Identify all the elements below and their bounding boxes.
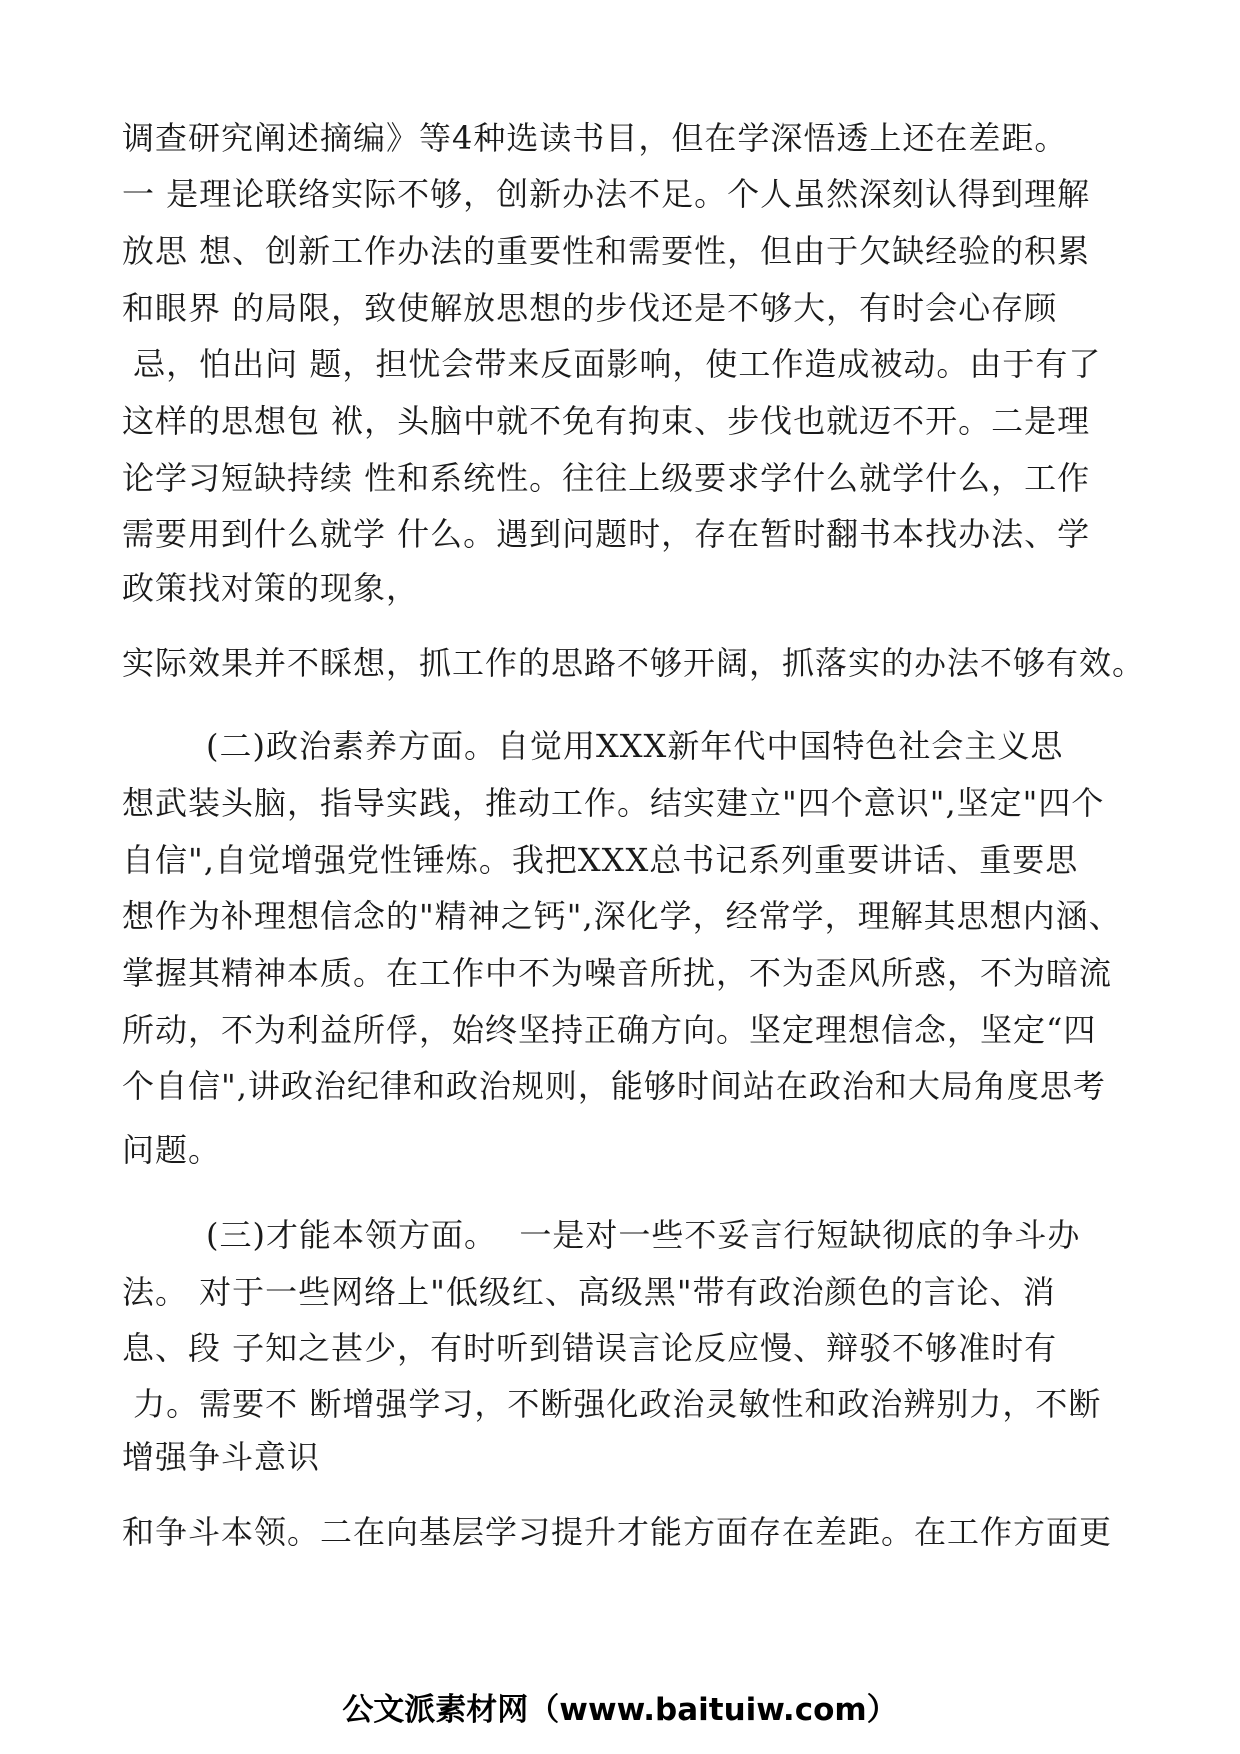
text-line: 需要用到什么就学 什么。遇到问题时，存在暂时翻书本找办法、学 — [122, 515, 1091, 553]
section-heading-line: (三)才能本领方面。 一是对一些不妥言行短缺彻底的争斗办 — [206, 1216, 1081, 1254]
text-line: 论学习短缺持续 性和系统性。往往上级要求学什么就学什么，工作 — [122, 459, 1091, 497]
text-line: 放思 想、创新工作办法的重要性和需要性，但由于欠缺经验的积累 — [122, 232, 1091, 270]
text-line: 想作为补理想信念的"精神之钙",深化学，经常学，理解其思想内涵、 — [122, 897, 1122, 935]
text-line: 调查研究阐述摘编》等4种选读书目，但在学深悟透上还在差距。 — [122, 119, 1068, 157]
text-line: 自信",自觉增强党性锤炼。我把XXX总书记系列重要讲话、重要思 — [122, 841, 1079, 879]
section-heading-line: (二)政治素养方面。自觉用XXX新年代中国特色社会主义思 — [206, 727, 1064, 765]
text-line: 掌握其精神本质。在工作中不为噪音所扰，不为歪风所惑，不为暗流 — [122, 954, 1113, 992]
text-line: 问题。 — [122, 1131, 222, 1169]
text-line: 增强争斗意识 — [122, 1438, 321, 1476]
text-line: 法。 对于一些网络上"低级红、高级黑"带有政治颜色的言论、消 — [122, 1273, 1056, 1311]
text-line: 和争斗本领。二在向基层学习提升才能方面存在差距。在工作方面更 — [122, 1513, 1113, 1551]
text-line: 忌，怕出问 题，担忧会带来反面影响，使工作造成被动。由于有了 — [122, 345, 1102, 383]
text-line: 个自信",讲政治纪律和政治规则，能够时间站在政治和大局角度思考 — [122, 1067, 1106, 1105]
text-line: 一 是理论联络实际不够，创新办法不足。个人虽然深刻认得到理解 — [122, 175, 1091, 213]
text-line: 实际效果并不睬想，抓工作的思路不够开阔，抓落实的办法不够有效。 — [122, 644, 1146, 682]
footer-watermark: 公文派素材网（www.baituiw.com） — [342, 1692, 898, 1728]
text-line: 政策找对策的现象， — [122, 569, 420, 607]
text-line: 息、段 子知之甚少，有时听到错误言论反应慢、辩驳不够准时有 — [122, 1329, 1058, 1367]
text-line: 这样的思想包 袱，头脑中就不免有拘束、步伐也就迈不开。二是理 — [122, 402, 1091, 440]
text-line: 想武装头脑，指导实践，推动工作。结实建立"四个意识",坚定"四个 — [122, 784, 1105, 822]
text-line: 和眼界 的局限，致使解放思想的步伐还是不够大，有时会心存顾 — [122, 289, 1058, 327]
text-line: 力。需要不 断增强学习，不断强化政治灵敏性和政治辨别力，不断 — [122, 1385, 1102, 1423]
text-line: 所动，不为利益所俘，始终坚持正确方向。坚定理想信念，坚定“四 — [122, 1011, 1097, 1049]
